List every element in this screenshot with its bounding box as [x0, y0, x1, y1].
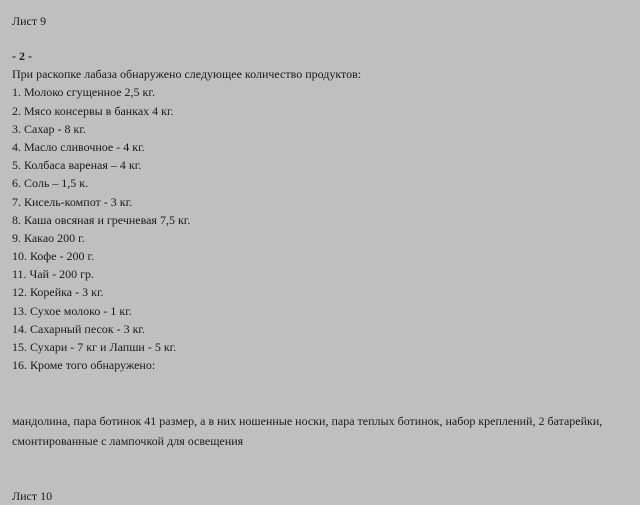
list-item: 12. Корейка - 3 кг. [12, 285, 104, 300]
list-item: 3. Сахар - 8 кг. [12, 121, 86, 136]
spacer [12, 30, 632, 47]
list-item: 8. Каша овсяная и гречневая 7,5 кг. [12, 212, 191, 227]
document-body [12, 12, 632, 505]
list-item: 13. Сухое молоко - 1 кг. [12, 303, 132, 318]
list-item: 11. Чай - 200 гр. [12, 267, 95, 282]
page-number: - 2 - [12, 49, 32, 63]
list-item: 9. Какао 200 г. [12, 230, 85, 245]
list-item: 2. Мясо консервы в банках 4 кг. [12, 103, 174, 118]
list-item: 7. Кисель-компот - 3 кг. [12, 194, 133, 209]
list-item: 10. Кофе - 200 г. [12, 249, 95, 264]
found-items-text: мандолина, пара ботинок 41 размер, а в них ношенные носки, пара теплых ботинок, набор креплений, 2 батарейки, смонтированные с лампочкой для освещения [12, 414, 603, 449]
product-list [12, 83, 632, 374]
spacer [12, 374, 632, 411]
list-item: 4. Масло сливочное - 4 кг. [12, 139, 145, 154]
list-item: 1. Молоко сгущенное 2,5 кг. [12, 85, 155, 100]
list-item: 14. Сахарный песок - 3 кг. [12, 321, 146, 336]
list-item: 16. Кроме того обнаружено: [12, 358, 156, 373]
intro-text: При раскопке лабаза обнаружено следующее количество продуктов: [12, 67, 362, 82]
list-item: 6. Соль – 1,5 к. [12, 176, 89, 191]
list-item: 15. Сухари - 7 кг и Лапши - 5 кг. [12, 340, 177, 354]
sheet-10-title: Лист 10 [12, 489, 53, 504]
sheet-9-title: Лист 9 [12, 14, 47, 28]
list-item: 5. Колбаса вареная – 4 кг. [12, 158, 142, 173]
